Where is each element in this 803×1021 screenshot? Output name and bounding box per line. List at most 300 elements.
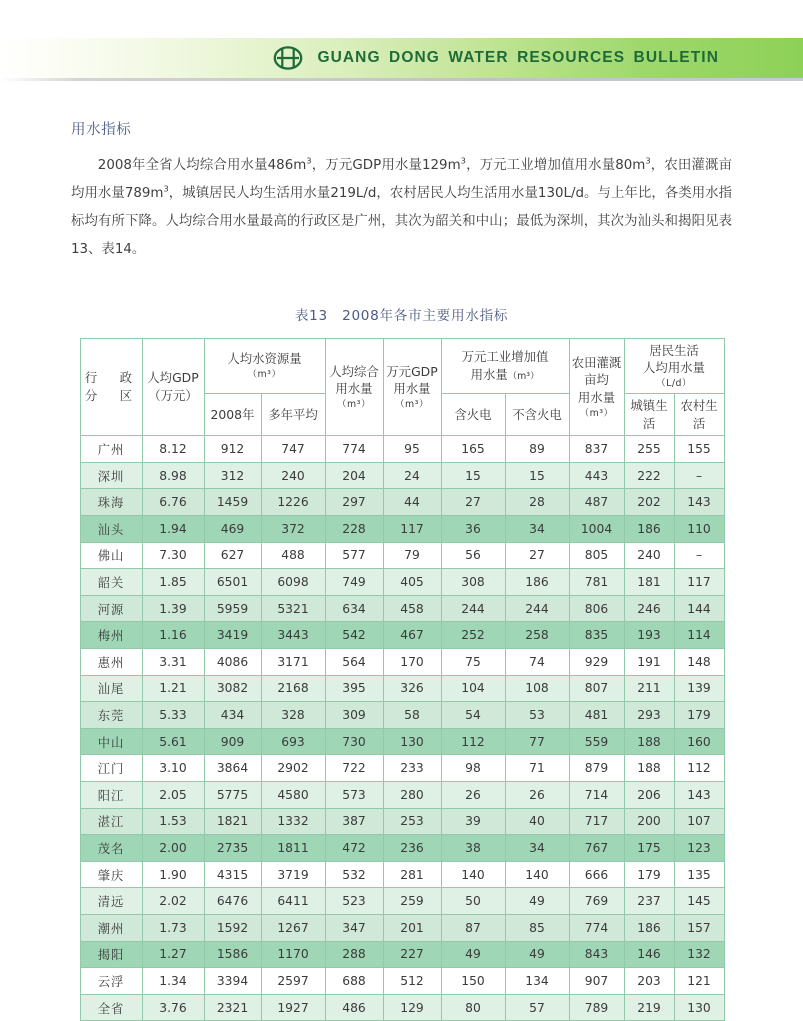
cell-farmland-irrigation: 774 [569, 914, 624, 941]
cell-urban-living: 188 [624, 728, 674, 755]
cell-farmland-irrigation: 807 [569, 675, 624, 702]
cell-water-res-2008: 434 [204, 702, 261, 729]
cell-urban-living: 175 [624, 835, 674, 862]
cell-gdp-per-capita: 2.02 [142, 888, 204, 915]
cell-industry-without-thermal: 57 [505, 994, 569, 1021]
cell-industry-with-thermal: 36 [441, 516, 505, 543]
cell-farmland-irrigation: 443 [569, 462, 624, 489]
cell-urban-living: 146 [624, 941, 674, 968]
cell-region: 全省 [80, 994, 142, 1021]
cell-region: 江门 [80, 755, 142, 782]
table-head [80, 338, 724, 436]
table-row [80, 941, 724, 968]
cell-water-res-2008: 6476 [204, 888, 261, 915]
cell-water-res-2008: 3082 [204, 675, 261, 702]
cell-urban-living: 191 [624, 649, 674, 676]
cell-gdp-per-capita: 1.34 [142, 968, 204, 995]
col-header-industry-without-thermal: 不含火电 [505, 394, 569, 436]
cell-region: 佛山 [80, 542, 142, 569]
table-row [80, 914, 724, 941]
cell-gdp-water-use: 326 [383, 675, 441, 702]
cell-gdp-per-capita: 1.16 [142, 622, 204, 649]
cell-industry-without-thermal: 40 [505, 808, 569, 835]
cell-region: 广州 [80, 436, 142, 463]
cell-farmland-irrigation: 769 [569, 888, 624, 915]
cell-industry-with-thermal: 39 [441, 808, 505, 835]
cell-farmland-irrigation: 714 [569, 782, 624, 809]
cell-industry-without-thermal: 34 [505, 516, 569, 543]
cell-gdp-water-use: 201 [383, 914, 441, 941]
cell-comprehensive-use: 634 [325, 595, 383, 622]
cell-industry-without-thermal: 74 [505, 649, 569, 676]
para-part-1: 2008年全省人均综合用水量486m [98, 158, 306, 173]
cell-region: 茂名 [80, 835, 142, 862]
cell-gdp-water-use: 253 [383, 808, 441, 835]
cell-urban-living: 186 [624, 516, 674, 543]
gdp-line-2: （万元） [148, 388, 198, 403]
cell-comprehensive-use: 722 [325, 755, 383, 782]
cell-rural-living: 143 [674, 782, 724, 809]
cell-industry-with-thermal: 80 [441, 994, 505, 1021]
cell-comprehensive-use: 204 [325, 462, 383, 489]
cell-region: 韶关 [80, 569, 142, 596]
cell-industry-with-thermal: 38 [441, 835, 505, 862]
table-row [80, 595, 724, 622]
cell-gdp-water-use: 259 [383, 888, 441, 915]
cell-comprehensive-use: 577 [325, 542, 383, 569]
cell-water-res-2008: 909 [204, 728, 261, 755]
cell-comprehensive-use: 749 [325, 569, 383, 596]
cell-gdp-per-capita: 2.05 [142, 782, 204, 809]
table-row [80, 675, 724, 702]
farm-unit: （m³） [571, 407, 623, 420]
living-unit: （L/d） [626, 377, 723, 390]
table-row [80, 569, 724, 596]
cell-gdp-per-capita: 1.39 [142, 595, 204, 622]
cell-water-res-2008: 312 [204, 462, 261, 489]
table-row [80, 436, 724, 463]
cell-rural-living: – [674, 462, 724, 489]
cell-comprehensive-use: 472 [325, 835, 383, 862]
cell-industry-with-thermal: 75 [441, 649, 505, 676]
cell-industry-with-thermal: 26 [441, 782, 505, 809]
cell-comprehensive-use: 542 [325, 622, 383, 649]
cell-urban-living: 293 [624, 702, 674, 729]
cell-water-res-2008: 4086 [204, 649, 261, 676]
cell-region: 潮州 [80, 914, 142, 941]
cell-water-res-avg: 6411 [261, 888, 325, 915]
cell-industry-without-thermal: 49 [505, 941, 569, 968]
cell-water-res-avg: 2597 [261, 968, 325, 995]
cell-urban-living: 179 [624, 861, 674, 888]
cell-gdp-per-capita: 1.90 [142, 861, 204, 888]
cell-water-res-2008: 912 [204, 436, 261, 463]
cell-industry-with-thermal: 50 [441, 888, 505, 915]
col-header-industry-with-thermal: 含火电 [441, 394, 505, 436]
cell-water-res-2008: 1821 [204, 808, 261, 835]
cell-industry-without-thermal: 53 [505, 702, 569, 729]
table-row [80, 728, 724, 755]
cell-water-res-2008: 3394 [204, 968, 261, 995]
cell-gdp-water-use: 512 [383, 968, 441, 995]
cell-rural-living: 132 [674, 941, 724, 968]
cell-industry-without-thermal: 26 [505, 782, 569, 809]
col-header-water-resources [204, 338, 325, 394]
water-res-title: 人均水资源量 [227, 351, 301, 366]
table-row [80, 649, 724, 676]
cell-gdp-per-capita: 3.76 [142, 994, 204, 1021]
cell-industry-without-thermal: 140 [505, 861, 569, 888]
cell-farmland-irrigation: 767 [569, 835, 624, 862]
cell-farmland-irrigation: 481 [569, 702, 624, 729]
para-sup-4: 3 [163, 183, 168, 193]
cell-comprehensive-use: 688 [325, 968, 383, 995]
cell-water-res-avg: 372 [261, 516, 325, 543]
cell-farmland-irrigation: 835 [569, 622, 624, 649]
cell-water-res-2008: 4315 [204, 861, 261, 888]
cell-urban-living: 181 [624, 569, 674, 596]
cell-rural-living: 114 [674, 622, 724, 649]
cell-industry-with-thermal: 308 [441, 569, 505, 596]
cell-gdp-water-use: 281 [383, 861, 441, 888]
cell-gdp-per-capita: 1.21 [142, 675, 204, 702]
cell-industry-without-thermal: 85 [505, 914, 569, 941]
cell-gdp-water-use: 95 [383, 436, 441, 463]
cell-industry-without-thermal: 71 [505, 755, 569, 782]
gdp-use-unit: （m³） [385, 398, 440, 411]
cell-region: 东莞 [80, 702, 142, 729]
cell-water-res-2008: 6501 [204, 569, 261, 596]
col-header-residential-living [624, 338, 724, 394]
cell-industry-with-thermal: 140 [441, 861, 505, 888]
cell-water-res-avg: 3443 [261, 622, 325, 649]
cell-urban-living: 219 [624, 994, 674, 1021]
cell-gdp-water-use: 467 [383, 622, 441, 649]
table-row [80, 516, 724, 543]
table-row [80, 755, 724, 782]
cell-gdp-water-use: 458 [383, 595, 441, 622]
cell-urban-living: 186 [624, 914, 674, 941]
cell-industry-without-thermal: 15 [505, 462, 569, 489]
cell-region: 湛江 [80, 808, 142, 835]
farm-line-2: 亩均 [584, 372, 609, 387]
cell-industry-with-thermal: 150 [441, 968, 505, 995]
cell-industry-with-thermal: 54 [441, 702, 505, 729]
cell-farmland-irrigation: 666 [569, 861, 624, 888]
cell-rural-living: 110 [674, 516, 724, 543]
industry-unit: （m³） [508, 371, 540, 382]
col-header-comprehensive-use [325, 338, 383, 436]
cell-water-res-avg: 1811 [261, 835, 325, 862]
cell-gdp-water-use: 58 [383, 702, 441, 729]
cell-region: 云浮 [80, 968, 142, 995]
col-header-rural-living: 农村生活 [674, 394, 724, 436]
cell-urban-living: 246 [624, 595, 674, 622]
col-header-wr-2008: 2008年 [204, 394, 261, 436]
cell-region: 清远 [80, 888, 142, 915]
cell-industry-without-thermal: 258 [505, 622, 569, 649]
cell-industry-with-thermal: 27 [441, 489, 505, 516]
cell-urban-living: 202 [624, 489, 674, 516]
cell-gdp-water-use: 44 [383, 489, 441, 516]
table-row [80, 622, 724, 649]
cell-industry-with-thermal: 56 [441, 542, 505, 569]
cell-urban-living: 203 [624, 968, 674, 995]
cell-farmland-irrigation: 559 [569, 728, 624, 755]
cell-urban-living: 200 [624, 808, 674, 835]
cell-gdp-water-use: 233 [383, 755, 441, 782]
cell-industry-without-thermal: 134 [505, 968, 569, 995]
cell-gdp-per-capita: 2.00 [142, 835, 204, 862]
cell-rural-living: 179 [674, 702, 724, 729]
cell-water-res-avg: 5321 [261, 595, 325, 622]
industry-line-1: 万元工业增加值 [462, 349, 549, 364]
cell-industry-without-thermal: 28 [505, 489, 569, 516]
col-header-industrial-added-value [441, 338, 569, 394]
cell-urban-living: 255 [624, 436, 674, 463]
cell-gdp-per-capita: 1.85 [142, 569, 204, 596]
gdp-use-line-1: 万元GDP [386, 364, 437, 379]
cell-water-res-avg: 2168 [261, 675, 325, 702]
table-row [80, 808, 724, 835]
col-header-urban-living: 城镇生活 [624, 394, 674, 436]
cell-industry-without-thermal: 244 [505, 595, 569, 622]
cell-gdp-water-use: 79 [383, 542, 441, 569]
table-caption: 表13 2008年各市主要用水指标 [0, 304, 803, 324]
cell-rural-living: 160 [674, 728, 724, 755]
cell-comprehensive-use: 532 [325, 861, 383, 888]
cell-gdp-water-use: 170 [383, 649, 441, 676]
cell-industry-without-thermal: 186 [505, 569, 569, 596]
cell-region: 惠州 [80, 649, 142, 676]
cell-water-res-2008: 2321 [204, 994, 261, 1021]
cell-gdp-per-capita: 8.98 [142, 462, 204, 489]
living-line-2: 人均用水量 [643, 360, 705, 375]
cell-gdp-per-capita: 1.53 [142, 808, 204, 835]
para-part-2: ，万元GDP用水量129m [312, 158, 461, 173]
cell-water-res-avg: 4580 [261, 782, 325, 809]
comp-use-unit: （m³） [327, 398, 382, 411]
para-sup-2: 3 [461, 156, 466, 166]
col-header-farmland-irrigation [569, 338, 624, 436]
cell-urban-living: 211 [624, 675, 674, 702]
cell-farmland-irrigation: 929 [569, 649, 624, 676]
cell-rural-living: 155 [674, 436, 724, 463]
cell-water-res-avg: 3719 [261, 861, 325, 888]
cell-comprehensive-use: 395 [325, 675, 383, 702]
cell-industry-without-thermal: 77 [505, 728, 569, 755]
cell-urban-living: 193 [624, 622, 674, 649]
table-row [80, 489, 724, 516]
cell-rural-living: 107 [674, 808, 724, 835]
cell-comprehensive-use: 297 [325, 489, 383, 516]
cell-region: 肇庆 [80, 861, 142, 888]
para-part-5: ，城镇居民人均生活用水量219L/d，农村居民人均生活用水量130L/d。与上年比，各类用水指标均有所下降。人均综合用水量最高的行政区是广州，其次为韶关和中山；最低为深圳，其次为汕头和揭阳见表13、表14。 [71, 186, 732, 257]
cell-water-res-2008: 3864 [204, 755, 261, 782]
banner-title: GUANG DONG WATER RESOURCES BULLETIN [317, 49, 719, 67]
para-sup-1: 3 [306, 156, 311, 166]
cell-rural-living: 123 [674, 835, 724, 862]
cell-water-res-avg: 1267 [261, 914, 325, 941]
cell-comprehensive-use: 564 [325, 649, 383, 676]
cell-farmland-irrigation: 907 [569, 968, 624, 995]
cell-water-res-2008: 1459 [204, 489, 261, 516]
cell-industry-with-thermal: 244 [441, 595, 505, 622]
cell-farmland-irrigation: 806 [569, 595, 624, 622]
cell-industry-without-thermal: 49 [505, 888, 569, 915]
industry-line-2: 用水量 [471, 367, 508, 382]
cell-urban-living: 188 [624, 755, 674, 782]
cell-gdp-per-capita: 6.76 [142, 489, 204, 516]
cell-water-res-2008: 2735 [204, 835, 261, 862]
cell-industry-with-thermal: 49 [441, 941, 505, 968]
cell-industry-without-thermal: 34 [505, 835, 569, 862]
cell-urban-living: 237 [624, 888, 674, 915]
cell-region: 梅州 [80, 622, 142, 649]
farm-line-1: 农田灌溉 [572, 355, 622, 370]
cell-industry-without-thermal: 108 [505, 675, 569, 702]
cell-farmland-irrigation: 1004 [569, 516, 624, 543]
region-line-2: 分 区 [85, 388, 137, 403]
cell-gdp-water-use: 227 [383, 941, 441, 968]
comp-use-line-1: 人均综合 [329, 364, 379, 379]
cell-farmland-irrigation: 487 [569, 489, 624, 516]
table-row [80, 542, 724, 569]
cell-industry-without-thermal: 89 [505, 436, 569, 463]
cell-farmland-irrigation: 717 [569, 808, 624, 835]
cell-rural-living: – [674, 542, 724, 569]
table-row [80, 861, 724, 888]
table-row [80, 994, 724, 1021]
cell-region: 珠海 [80, 489, 142, 516]
cell-water-res-avg: 693 [261, 728, 325, 755]
cell-water-res-avg: 328 [261, 702, 325, 729]
cell-industry-with-thermal: 87 [441, 914, 505, 941]
water-res-unit: （m³） [206, 368, 324, 381]
cell-industry-without-thermal: 27 [505, 542, 569, 569]
page-content [0, 78, 803, 1021]
cell-comprehensive-use: 573 [325, 782, 383, 809]
farm-line-3: 用水量 [578, 390, 615, 405]
cell-rural-living: 117 [674, 569, 724, 596]
cell-rural-living: 144 [674, 595, 724, 622]
cell-farmland-irrigation: 843 [569, 941, 624, 968]
cell-gdp-per-capita: 3.10 [142, 755, 204, 782]
cell-comprehensive-use: 387 [325, 808, 383, 835]
cell-industry-with-thermal: 98 [441, 755, 505, 782]
cell-industry-with-thermal: 252 [441, 622, 505, 649]
cell-gdp-per-capita: 7.30 [142, 542, 204, 569]
cell-water-res-avg: 2902 [261, 755, 325, 782]
cell-region: 中山 [80, 728, 142, 755]
cell-water-res-avg: 1927 [261, 994, 325, 1021]
cell-urban-living: 240 [624, 542, 674, 569]
cell-industry-with-thermal: 112 [441, 728, 505, 755]
table-row [80, 835, 724, 862]
cell-urban-living: 206 [624, 782, 674, 809]
cell-comprehensive-use: 347 [325, 914, 383, 941]
cell-water-res-avg: 1170 [261, 941, 325, 968]
cell-gdp-water-use: 236 [383, 835, 441, 862]
cell-rural-living: 145 [674, 888, 724, 915]
cell-comprehensive-use: 523 [325, 888, 383, 915]
cell-farmland-irrigation: 805 [569, 542, 624, 569]
cell-gdp-per-capita: 5.61 [142, 728, 204, 755]
cell-gdp-water-use: 405 [383, 569, 441, 596]
cell-gdp-water-use: 129 [383, 994, 441, 1021]
cell-water-res-2008: 627 [204, 542, 261, 569]
cell-comprehensive-use: 309 [325, 702, 383, 729]
page-banner [0, 38, 803, 78]
table-row [80, 968, 724, 995]
cell-farmland-irrigation: 781 [569, 569, 624, 596]
cell-gdp-per-capita: 1.94 [142, 516, 204, 543]
cell-region: 汕头 [80, 516, 142, 543]
gdp-use-line-2: 用水量 [393, 381, 430, 396]
cell-gdp-water-use: 130 [383, 728, 441, 755]
cell-water-res-avg: 747 [261, 436, 325, 463]
table-row [80, 782, 724, 809]
cell-gdp-per-capita: 1.27 [142, 941, 204, 968]
cell-gdp-per-capita: 5.33 [142, 702, 204, 729]
cell-comprehensive-use: 486 [325, 994, 383, 1021]
cell-water-res-2008: 5775 [204, 782, 261, 809]
cell-gdp-water-use: 280 [383, 782, 441, 809]
gdp-line-1: 人均GDP [147, 370, 198, 385]
cell-comprehensive-use: 774 [325, 436, 383, 463]
table-row [80, 888, 724, 915]
cell-water-res-avg: 6098 [261, 569, 325, 596]
cell-gdp-per-capita: 1.73 [142, 914, 204, 941]
water-use-indicators-table [80, 338, 725, 1021]
guangdong-water-resources-logo [273, 46, 303, 70]
cell-comprehensive-use: 288 [325, 941, 383, 968]
cell-farmland-irrigation: 879 [569, 755, 624, 782]
cell-farmland-irrigation: 789 [569, 994, 624, 1021]
para-sup-3: 3 [645, 156, 650, 166]
section-heading: 用水指标 [71, 118, 803, 139]
cell-gdp-per-capita: 8.12 [142, 436, 204, 463]
region-line-1: 行 政 [85, 370, 137, 385]
cell-gdp-water-use: 24 [383, 462, 441, 489]
cell-rural-living: 130 [674, 994, 724, 1021]
cell-rural-living: 148 [674, 649, 724, 676]
table-container [80, 338, 724, 1021]
cell-rural-living: 112 [674, 755, 724, 782]
col-header-wr-multiyear-avg: 多年平均 [261, 394, 325, 436]
cell-region: 深圳 [80, 462, 142, 489]
cell-region: 揭阳 [80, 941, 142, 968]
cell-rural-living: 139 [674, 675, 724, 702]
cell-industry-with-thermal: 15 [441, 462, 505, 489]
cell-industry-with-thermal: 104 [441, 675, 505, 702]
cell-comprehensive-use: 730 [325, 728, 383, 755]
cell-water-res-2008: 1592 [204, 914, 261, 941]
cell-region: 汕尾 [80, 675, 142, 702]
cell-water-res-2008: 5959 [204, 595, 261, 622]
cell-industry-with-thermal: 165 [441, 436, 505, 463]
cell-water-res-avg: 1226 [261, 489, 325, 516]
header-row-1 [80, 338, 724, 394]
cell-water-res-avg: 488 [261, 542, 325, 569]
cell-region: 阳江 [80, 782, 142, 809]
cell-comprehensive-use: 228 [325, 516, 383, 543]
col-header-gdp-per-capita [142, 338, 204, 436]
cell-water-res-2008: 1586 [204, 941, 261, 968]
cell-gdp-water-use: 117 [383, 516, 441, 543]
cell-water-res-avg: 1332 [261, 808, 325, 835]
cell-rural-living: 121 [674, 968, 724, 995]
